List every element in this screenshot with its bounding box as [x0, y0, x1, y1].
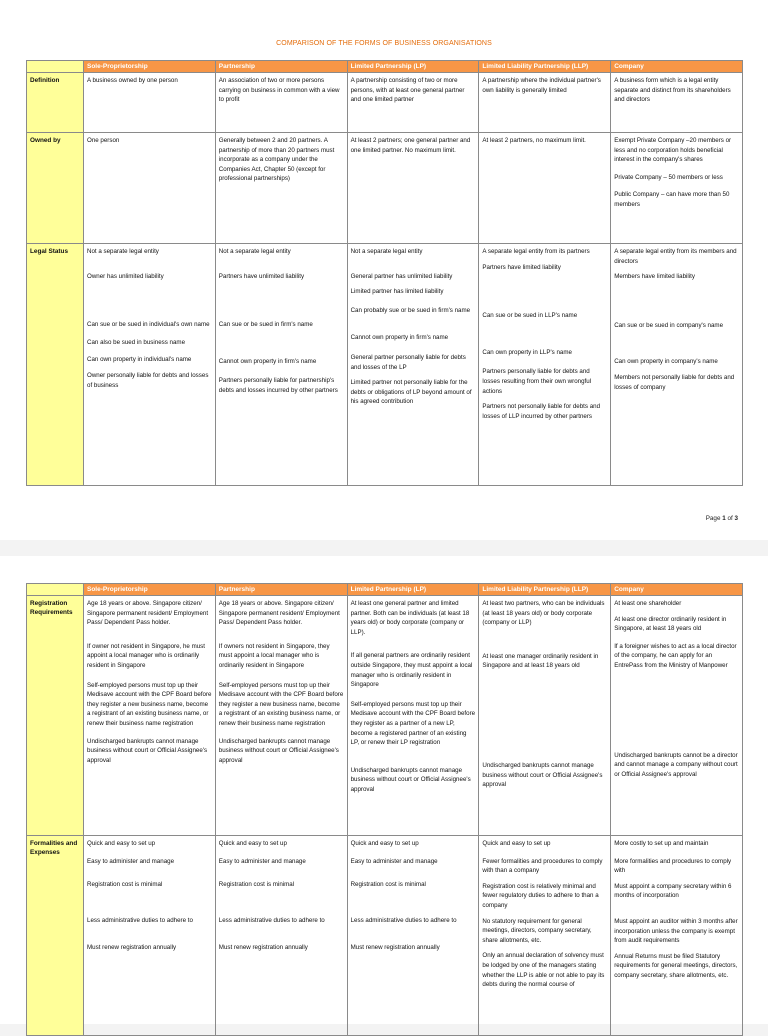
cell-text: At least one general partner and limited partner. Both can be individuals (at least 18 years old) or body corporate (company or LLP). — [350, 600, 470, 636]
comparison-table-page-2 — [26, 583, 743, 1036]
cell-text: Can own property in individual's name — [87, 356, 192, 364]
cell-registration-requirements-sole-proprietorship — [84, 596, 216, 836]
cell-text: Partners not personally liable for debts and losses of LLP incurred by other partners — [482, 403, 601, 420]
cell-text: If owner not resident in Singapore, he must appoint a local manager who is ordinarily resident in Singapore — [87, 642, 205, 669]
cell-text: A separate legal entity from its members and directors — [614, 248, 737, 265]
column-header-partnership: Partnership — [215, 584, 347, 596]
cell-text: Less administrative duties to adhere to — [350, 916, 457, 924]
cell-text: Cannot own property in firm's name — [350, 334, 449, 342]
cell-text: Registration cost is minimal — [87, 881, 163, 889]
column-header-llp: Limited Liability Partnership (LLP) — [479, 584, 611, 596]
cell-text: Can sue or be sued in company's name — [614, 321, 724, 329]
cell-text: A partnership consisting of two or more persons, with at least one general partner and one limited partner — [350, 77, 465, 104]
cell-text: Must appoint a company secretary within 6 months of incorporation — [614, 882, 732, 900]
cell-text: Must renew registration annually — [350, 944, 440, 952]
cell-text: Self-employed persons must top up their Medisave account with the CPF Board before they register a new business name, become a registrant of an existing business name, or renew their business name registration — [87, 681, 212, 727]
cell-text: Annual Returns must be filed Statutory requirements for general meetings, directors, company secretary, share allotments, etc. — [614, 952, 738, 979]
cell-text: Undischarged bankrupts cannot manage business without court or Official Assignee's approval — [87, 737, 208, 764]
cell-owned-by-limited-partnership — [347, 133, 479, 244]
cell-definition-limited-partnership — [347, 73, 479, 133]
cell-text: Can sue or be sued in firm's name — [218, 321, 313, 329]
row-label-owned-by: Owned by — [27, 133, 84, 244]
row-owned-by — [27, 133, 743, 244]
cell-text: General partner personally liable for debts and losses of the LP — [350, 353, 466, 371]
cell-legal-status-sole-proprietorship — [84, 244, 216, 486]
cell-text: Private Company – 50 members or less — [614, 173, 723, 181]
cell-text: Must renew registration annually — [218, 944, 308, 952]
cell-formalities-and-expenses-llp — [479, 836, 611, 1036]
cell-text: At least one director ordinarily resident in Singapore, at least 18 years old — [614, 615, 727, 633]
cell-legal-status-limited-partnership — [347, 244, 479, 486]
cell-text: General partner has unlimited liability — [350, 272, 453, 280]
row-label-legal-status: Legal Status — [27, 244, 84, 486]
cell-text: Easy to administer and manage — [87, 857, 175, 865]
cell-text: Undischarged bankrupts cannot manage business without court or Official Assignee's approval — [482, 761, 603, 789]
cell-text: Must appoint an auditor within 3 months after incorporation unless the company is exempt from audit requirements — [614, 917, 738, 945]
cell-text: Can also be sued in business name — [87, 338, 186, 346]
corner-header-cell — [27, 61, 84, 73]
cell-text: At least one manager ordinarily resident in Singapore and at least 18 years old — [482, 652, 599, 670]
cell-text: Less administrative duties to adhere to — [87, 916, 193, 924]
cell-owned-by-llp — [479, 133, 611, 244]
cell-text: No statutory requirement for general meetings, directors, company secretary, share allotments, etc. — [482, 917, 592, 944]
cell-text: At least 2 partners, no maximum limit. — [482, 137, 586, 144]
cell-text: Generally between 2 and 20 partners. A partnership of more than 20 partners must incorporate as a company under the Companies Act, Chapter 50 (except for professional partnerships) — [218, 137, 335, 183]
cell-text: Registration cost is minimal — [218, 881, 295, 889]
cell-text: Limited partner not personally liable for the debts or obligations of LP beyond amount of his agreed contribution — [350, 379, 472, 406]
cell-legal-status-partnership — [215, 244, 347, 486]
cell-text: Must renew registration annually — [87, 944, 177, 952]
cell-text: Members not personally liable for debts and losses of company — [614, 373, 735, 391]
cell-formalities-and-expenses-limited-partnership — [347, 836, 479, 1036]
cell-text: Self-employed persons must top up their Medisave account with the CPF Board before they register a new business name, become a registrant of an existing business name, or renew their business name registration — [218, 681, 344, 727]
cell-text: Partners personally liable for debts and losses resulting from their own wrongful actions — [482, 368, 592, 395]
cell-text: Not a separate legal entity — [350, 248, 423, 255]
row-registration-requirements — [27, 596, 743, 836]
page-number-current: 1 — [722, 515, 726, 522]
cell-registration-requirements-limited-partnership — [347, 596, 479, 836]
cell-definition-company — [611, 73, 743, 133]
cell-text: If a foreigner wishes to act as a local director of the company, he can apply for an EntrePass from the Ministry of Manpower — [614, 642, 737, 669]
cell-owned-by-sole-proprietorship — [84, 133, 216, 244]
cell-text: A separate legal entity from its partners — [482, 248, 590, 255]
cell-text: At least one shareholder — [614, 600, 682, 607]
cell-text: At least two partners, who can be individuals (at least 18 years old) or body corporate (company or LLP) — [482, 600, 605, 627]
cell-text: Age 18 years or above. Singapore citizen/ Singapore permanent resident/ Employment Pass/ Dependent Pass holder. — [87, 600, 209, 627]
cell-text: Exempt Private Company –20 members or less and no corporation holds beneficial interest in the company's shares — [614, 137, 732, 164]
cell-text: Public Company – can have more than 50 members — [614, 191, 730, 208]
cell-definition-sole-proprietorship — [84, 73, 216, 133]
cell-registration-requirements-partnership — [215, 596, 347, 836]
cell-text: Partners have limited liability — [482, 263, 561, 271]
cell-text: At least 2 partners; one general partner and one limited partner. No maximum limit. — [350, 137, 471, 154]
cell-text: Owner has unlimited liability — [87, 272, 164, 280]
cell-text: Undischarged bankrupts cannot be a director and cannot manage a company without court or Official Assignee's approval — [614, 751, 738, 778]
cell-formalities-and-expenses-partnership — [215, 836, 347, 1036]
page-number — [706, 515, 738, 522]
cell-definition-partnership — [215, 73, 347, 133]
page-number-total: 3 — [734, 515, 738, 522]
column-header-company: Company — [611, 584, 743, 596]
cell-text: Easy to administer and manage — [350, 857, 438, 865]
cell-text: Self-employed persons must top up their Medisave account with the CPF Board before they register as a partner of a new LP, become a registered partner of an existing LP, or renew their LP registration — [350, 700, 476, 747]
cell-legal-status-company — [611, 244, 743, 486]
comparison-table-page-1 — [26, 60, 743, 486]
cell-text: Quick and easy to set up — [482, 840, 551, 847]
column-header-sole-proprietorship: Sole-Proprietorship — [84, 61, 216, 73]
cell-text: Limited partner has limited liability — [350, 288, 444, 296]
cell-text: Registration cost is relatively minimal and fewer regulatory duties to adhere to than a company — [482, 882, 599, 909]
cell-text: One person — [87, 137, 120, 144]
corner-header-cell — [27, 584, 84, 596]
cell-text: Age 18 years or above. Singapore citizen/ Singapore permanent resident/ Employment Pass/ Dependent Pass holder. — [218, 600, 340, 627]
row-label-definition: Definition — [27, 73, 84, 133]
column-header-company: Company — [611, 61, 743, 73]
column-header-row — [27, 584, 743, 596]
cell-text: Can own property in company's name — [614, 358, 718, 366]
cell-text: A partnership where the individual partner's own liability is generally limited — [482, 77, 601, 94]
cell-text: Fewer formalities and procedures to comply with than a company — [482, 857, 603, 875]
cell-text: Not a separate legal entity — [87, 248, 159, 255]
cell-text: Can probably sue or be sued in firm's name — [350, 306, 471, 314]
cell-text: A business form which is a legal entity separate and distinct from its shareholders and directors — [614, 77, 731, 104]
cell-text: Easy to administer and manage — [218, 857, 306, 865]
cell-text: Undischarged bankrupts cannot manage business without court or Official Assignee's approval — [218, 737, 339, 764]
cell-registration-requirements-company — [611, 596, 743, 836]
column-header-limited-partnership: Limited Partnership (LP) — [347, 61, 479, 73]
cell-text: More costly to set up and maintain — [614, 840, 709, 847]
cell-text: Registration cost is minimal — [350, 881, 426, 889]
cell-registration-requirements-llp — [479, 596, 611, 836]
row-definition — [27, 73, 743, 133]
cell-text: Undischarged bankrupts cannot manage business without court or Official Assignee's approval — [350, 766, 471, 793]
row-formalities-and-expenses — [27, 836, 743, 1036]
column-header-limited-partnership: Limited Partnership (LP) — [347, 584, 479, 596]
column-header-sole-proprietorship: Sole-Proprietorship — [84, 584, 216, 596]
cell-text: More formalities and procedures to comply with — [614, 857, 732, 875]
cell-text: Can sue or be sued in individual's own name — [87, 321, 210, 329]
cell-owned-by-company — [611, 133, 743, 244]
cell-text: Partners have unlimited liability — [218, 272, 305, 280]
cell-formalities-and-expenses-sole-proprietorship — [84, 836, 216, 1036]
row-label-formalities-and-expenses: Formalities and Expenses — [27, 836, 84, 1036]
document-title: COMPARISON OF THE FORMS OF BUSINESS ORGANISATIONS — [276, 40, 492, 47]
cell-owned-by-partnership — [215, 133, 347, 244]
document-page-2 — [0, 556, 768, 1024]
cell-text: Can own property in LLP's name — [482, 348, 572, 356]
column-header-row — [27, 61, 743, 73]
page-number-separator: of — [725, 515, 735, 522]
cell-legal-status-llp — [479, 244, 611, 486]
column-header-partnership: Partnership — [215, 61, 347, 73]
cell-text: Quick and easy to set up — [87, 840, 156, 847]
cell-text: Cannot own property in firm's name — [218, 357, 317, 365]
cell-text: If owners not resident in Singapore, they must appoint a local manager who is ordinarily resident in Singapore — [218, 642, 330, 669]
cell-text: Owner personally liable for debts and losses of business — [87, 371, 209, 389]
cell-text: If all general partners are ordinarily resident outside Singapore, they must appoint a local manager who is ordinarily resident in Singapore — [350, 652, 473, 689]
row-legal-status — [27, 244, 743, 486]
row-label-registration-requirements: Registration Requirements — [27, 596, 84, 836]
cell-text: An association of two or more persons carrying on business in common with a view to profit — [218, 77, 340, 104]
column-header-llp: Limited Liability Partnership (LLP) — [479, 61, 611, 73]
cell-text: Not a separate legal entity — [218, 248, 291, 255]
cell-text: Partners personally liable for partnership's debts and losses incurred by other partners — [218, 377, 338, 394]
page-number-prefix: Page — [705, 515, 723, 522]
cell-text: Only an annual declaration of solvency must be lodged by one of the managers stating whether the LLP is able or not able to pay its debts during the normal course of — [482, 952, 605, 989]
cell-text: A business owned by one person — [87, 77, 178, 84]
cell-text: Quick and easy to set up — [218, 840, 287, 847]
cell-text: Less administrative duties to adhere to — [218, 916, 325, 924]
cell-text: Members have limited liability — [614, 273, 695, 281]
cell-text: Quick and easy to set up — [350, 840, 419, 847]
cell-formalities-and-expenses-company — [611, 836, 743, 1036]
cell-text: Can sue or be sued in LLP's name — [482, 312, 578, 320]
cell-definition-llp — [479, 73, 611, 133]
